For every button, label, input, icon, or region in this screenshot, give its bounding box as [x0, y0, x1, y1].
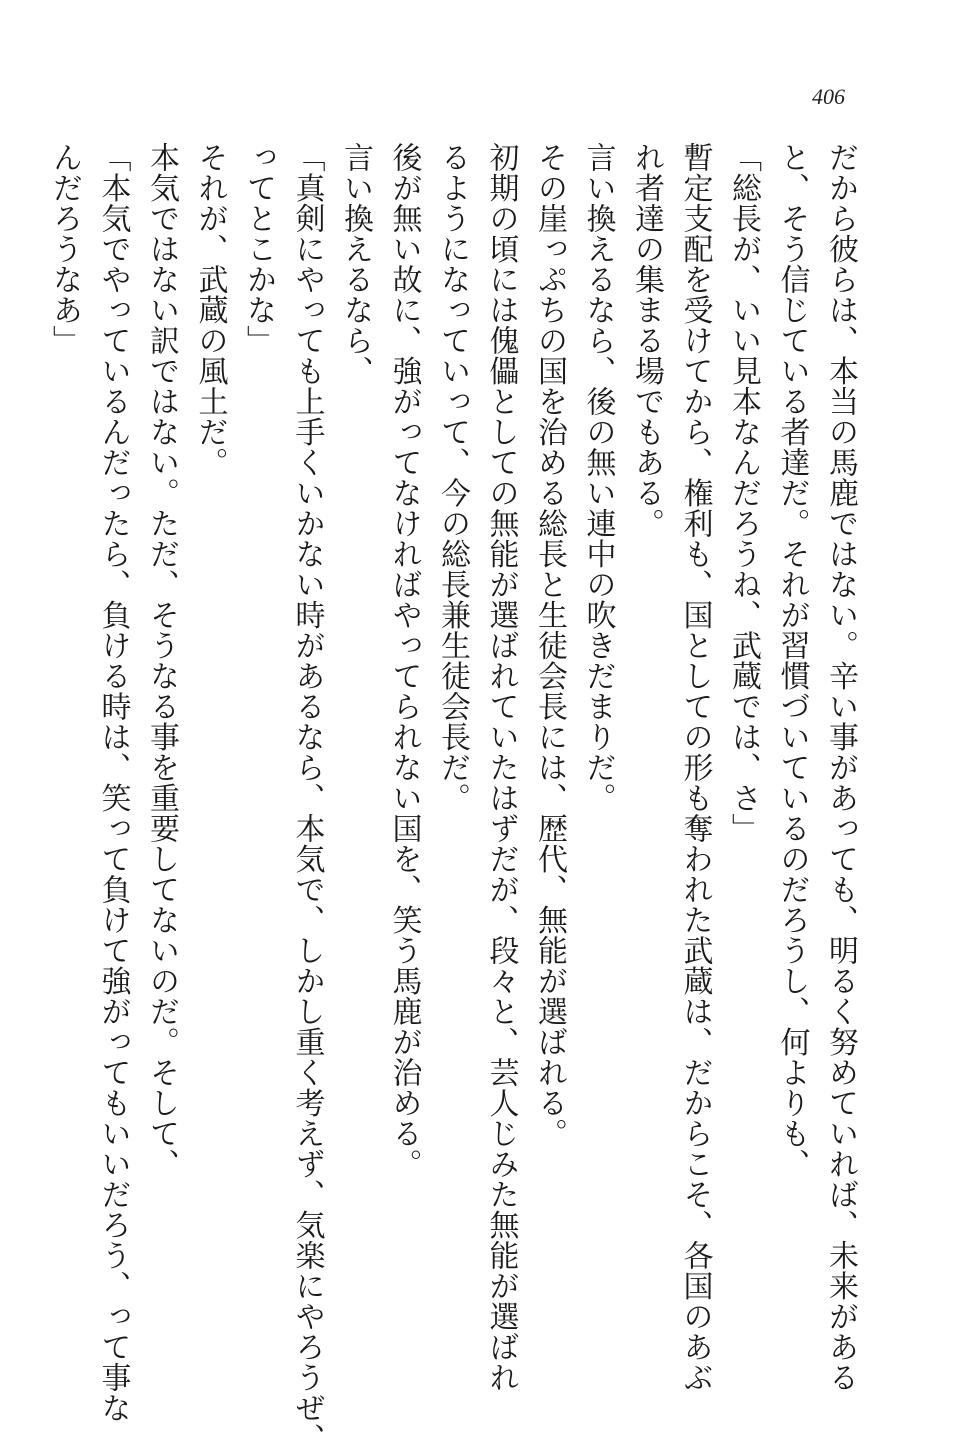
- text-line: 「真剣にやっても上手くいかない時があるなら、本気で、しかし重く考えず、気楽にやろうぜ、: [289, 142, 325, 1454]
- text-line: それが、武蔵の風土だ。: [192, 142, 228, 478]
- text-line: 後が無い故に、強がってなければやってられない国を、笑う馬鹿が治める。: [386, 142, 422, 1179]
- vertical-text-body: [47, 142, 864, 1454]
- text-line: と、そう信じている者達だ。それが習慣づいているのだろうし、何よりも、: [774, 142, 810, 1179]
- text-line: だから彼らは、本当の馬鹿ではない。辛い事があっても、明るく努めていれば、未来がある: [823, 142, 858, 1393]
- text-line: その崖っぷちの国を治める総長と生徒会長には、歴代、無能が選ばれる。: [532, 142, 567, 1149]
- text-line: れ者達の集まる場でもある。: [629, 142, 664, 539]
- text-line: んだろうなあ」: [47, 142, 82, 356]
- text-line: るようになっていって、今の総長兼生徒会長だ。: [435, 142, 470, 813]
- text-line: 初期の頃には傀儡としての無能が選ばれていたはずだが、段々と、芸人じみた無能が選ばれ: [483, 142, 519, 1393]
- text-line: 言い換えるなら、: [338, 142, 373, 386]
- text-line: 本気ではない訳ではない。ただ、そうなる事を重要してないのだ。そして、: [144, 142, 179, 1179]
- text-line: ってとこかな」: [241, 142, 276, 356]
- text-line: 暫定支配を受けてから、権利も、国としての形も奪われた武蔵は、だからこそ、各国のあぶ: [677, 142, 713, 1393]
- text-line: 「総長が、いい見本なんだろうね、武蔵では、さ」: [726, 142, 761, 844]
- page-number: 406: [812, 84, 845, 109]
- text-line: 言い換えるなら、後の無い連中の吹きだまりだ。: [580, 142, 616, 813]
- text-line: 「本気でやっているんだったら、負ける時は、笑って負けて強がってもいいだろう、って事な: [95, 142, 131, 1423]
